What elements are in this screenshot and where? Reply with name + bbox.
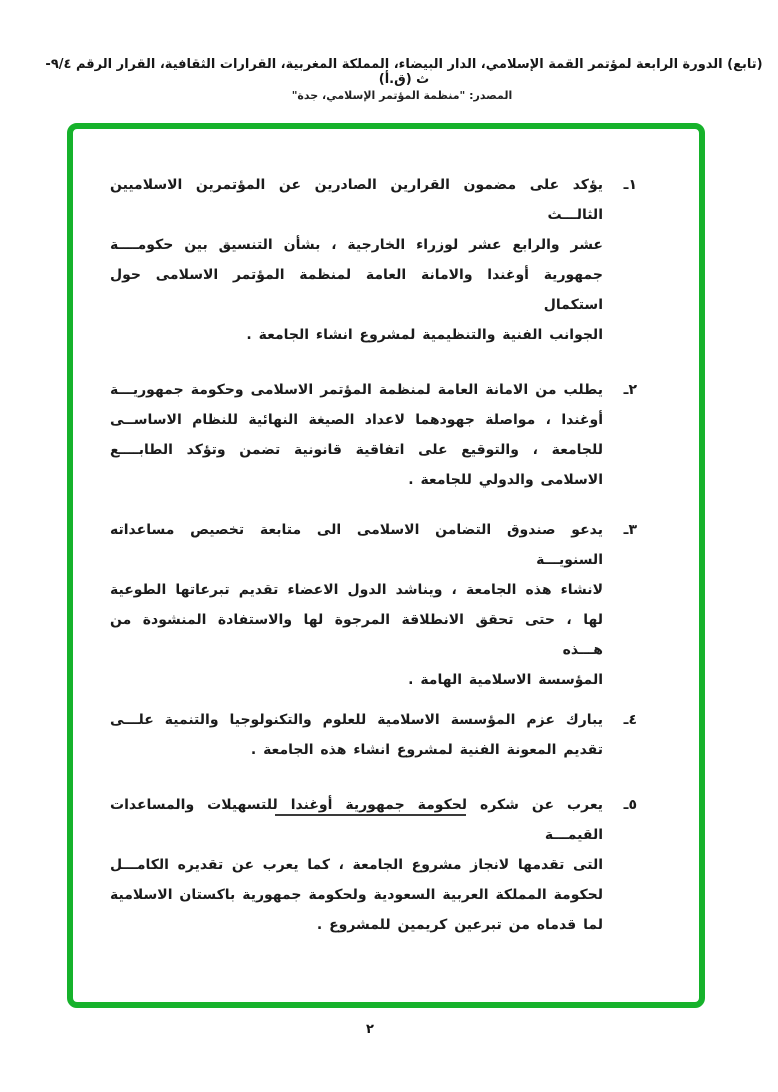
text-line: يبارك عزم المؤسسة الاسلامية للعلوم والتكنولوجيا والتنمية علـــى: [110, 712, 603, 728]
text-line: التى تقدمها لانجاز مشروع الجامعة ، كما يعرب عن تقديره الكامـــل: [110, 857, 603, 873]
text-line: يؤكد على مضمون القرارين الصادرين عن المؤتمرين الاسلاميين الثالـــث: [110, 177, 603, 223]
item-text: [110, 515, 603, 695]
text-line: تقديم المعونة الفنية لمشروع انشاء هذه الجامعة .: [250, 742, 603, 758]
text-line: المؤسسة الاسلامية الهامة .: [408, 672, 603, 688]
text-line: يطلب من الامانة العامة لمنظمة المؤتمر الاسلامى وحكومة جمهوريـــة: [110, 382, 603, 398]
text-line: يعرب عن شكره لحكومة جمهورية أوغندا للتسهيلات والمساعدات القيمـــة: [110, 797, 603, 843]
text-line: يدعو صندوق التضامن الاسلامى الى متابعة تخصيص مساعداته السنويـــة: [110, 522, 603, 568]
text-line: الجوانب الفنية والتنظيمية لمشروع انشاء الجامعة .: [246, 327, 603, 343]
page-number: ٢: [366, 1022, 374, 1037]
text-line: للجامعة ، والتوقيع على اتفاقية قانونية تضمن وتؤكد الطابــــع: [110, 442, 603, 458]
resolution-item-5: [110, 790, 637, 940]
item-number: ٤ـ: [623, 712, 637, 728]
document-header-title: (تابع) الدورة الرابعة لمؤتمر القمة الإسلامي، الدار البيضاء، المملكة المغربية، القرارات الثقافية، القرار الرقم ٩/٤-ث (ق.أ): [45, 57, 763, 87]
signature-divider-line: [275, 814, 466, 816]
resolution-item-2: [110, 375, 637, 495]
resolution-item-3: [110, 515, 637, 695]
text-line: لها ، حتى تحقق الانطلاقة المرجوة لها والاستفادة المنشودة من هـــذه: [110, 612, 603, 658]
item-text: [110, 705, 603, 765]
text-line: جمهورية أوغندا والامانة العامة لمنظمة المؤتمر الاسلامى حول استكمال: [110, 267, 603, 313]
text-line: الاسلامى والدولي للجامعة .: [408, 472, 603, 488]
text-line: لما قدماه من تبرعين كريمين للمشروع .: [316, 917, 603, 933]
text-line: أوغندا ، مواصلة جهودهما لاعداد الصيغة النهائية للنظام الاساســى: [110, 412, 603, 428]
text-line: عشر والرابع عشر لوزراء الخارجية ، بشأن التنسيق بين حكومــــة: [110, 237, 603, 253]
text-line: لحكومة المملكة العربية السعودية ولحكومة جمهورية باكستان الاسلامية: [110, 887, 603, 903]
item-number: ١ـ: [623, 177, 637, 193]
document-source-line: المصدر: "منظمة المؤتمر الإسلامي، جدة": [291, 89, 513, 102]
item-text: [110, 375, 603, 495]
text-line: لانشاء هذه الجامعة ، ويناشد الدول الاعضاء تقديم تبرعاتها الطوعية: [110, 582, 603, 598]
item-text: [110, 790, 603, 940]
item-number: ٢ـ: [623, 382, 637, 398]
resolution-item-4: [110, 705, 637, 765]
resolution-item-1: [110, 170, 637, 350]
resolution-list: [110, 170, 637, 940]
item-number: ٣ـ: [623, 522, 637, 538]
item-text: [110, 170, 603, 350]
item-number: ٥ـ: [623, 797, 637, 813]
